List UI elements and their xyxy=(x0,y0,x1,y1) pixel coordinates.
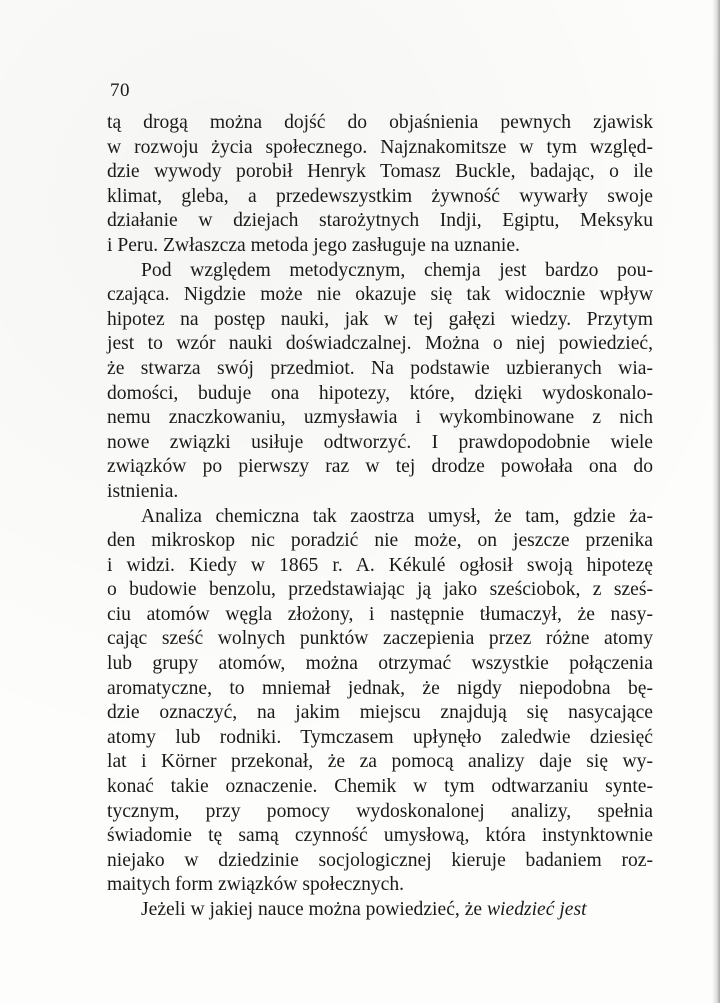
text-line: domości, buduje ona hipotezy, które, dzięki wydoskonalo- xyxy=(107,382,653,404)
text-line: atomy lub rodniki. Tymczasem upłynęło zaledwie dziesięć xyxy=(107,726,653,748)
text-line: hipotez na postęp nauki, jak w tej gałęzi wiedzy. Przytym xyxy=(107,308,653,330)
page-edge-shadow xyxy=(712,0,720,1003)
text-line: aromatyczne, to mniemał jednak, że nigdy niepodobna bę- xyxy=(107,677,653,699)
text-line: lub grupy atomów, można otrzymać wszystkie połączenia xyxy=(107,653,653,675)
body-text xyxy=(107,111,653,923)
text-line-final xyxy=(107,898,653,923)
page-number: 70 xyxy=(110,80,130,101)
text-line: ciu atomów węgla złożony, i następnie tłumaczył, że nasy- xyxy=(107,603,653,625)
text-line: nowe związki usiłuje odtworzyć. I prawdopodobnie wiele xyxy=(107,431,653,453)
text-line: tą drogą można dojść do objaśnienia pewnych zjawisk xyxy=(107,112,653,133)
text-line: czająca. Nigdzie może nie okazuje się tak widocznie wpływ xyxy=(107,284,653,306)
final-line-regular: Jeżeli w jakiej nauce można powiedzieć, że xyxy=(141,899,487,920)
text-line: świadomie tę samą czynność umysłową, która instynktownie xyxy=(107,825,653,847)
text-line: niejako w dziedzinie socjologicznej kieruje badaniem roz- xyxy=(107,849,653,871)
text-line: istnienia. xyxy=(107,480,179,502)
text-line: lat i Körner przekonał, że za pomocą analizy daje się wy- xyxy=(107,751,653,773)
text-line: i Peru. Zwłaszcza metoda jego zasługuje na uznanie. xyxy=(107,234,520,256)
final-line-italic: wiedzieć jest xyxy=(486,899,587,920)
text-line: działanie w dziejach starożytnych Indji, Egiptu, Meksyku xyxy=(107,210,653,232)
text-line: jest to wzór nauki doświadczalnej. Można o niej powiedzieć, xyxy=(107,333,653,355)
text-line: i widzi. Kiedy w 1865 r. A. Kékulé ogłosił swoją hipotezę xyxy=(107,554,653,576)
text-line: cając sześć wolnych punktów zaczepienia przez różne atomy xyxy=(107,628,653,650)
text-line: dzie oznaczyć, na jakim miejscu znajdują się nasycające xyxy=(107,702,653,724)
text-line: Pod względem metodycznym, chemja jest bardzo pou- xyxy=(141,259,653,281)
text-line: tycznym, przy pomocy wydoskonalonej analizy, spełnia xyxy=(107,800,653,822)
text-line: związków po pierwszy raz w tej drodze powołała ona do xyxy=(107,456,653,478)
text-line: klimat, gleba, a przedewszystkim żywność wywarły swoje xyxy=(107,185,653,207)
text-line: dzie wywody porobił Henryk Tomasz Buckle, badając, o ile xyxy=(107,161,653,183)
text-line: den mikroskop nic poradzić nie może, on jeszcze przenika xyxy=(107,530,653,552)
text-line: o budowie benzolu, przedstawiając ją jako sześciobok, z sześ- xyxy=(107,579,653,601)
text-line: maitych form związków społecznych. xyxy=(107,874,405,896)
text-line: konać takie oznaczenie. Chemik w tym odtwarzaniu synte- xyxy=(107,776,653,798)
text-line: w rozwoju życia społecznego. Najznakomitsze w tym względ- xyxy=(107,136,653,158)
text-line: że stwarza swój przedmiot. Na podstawie uzbieranych wia- xyxy=(107,357,653,379)
text-line: nemu znaczkowaniu, uzmysławia i wykombinowane z nich xyxy=(107,407,653,429)
text-line: Analiza chemiczna tak zaostrza umysł, że tam, gdzie ża- xyxy=(141,505,653,527)
